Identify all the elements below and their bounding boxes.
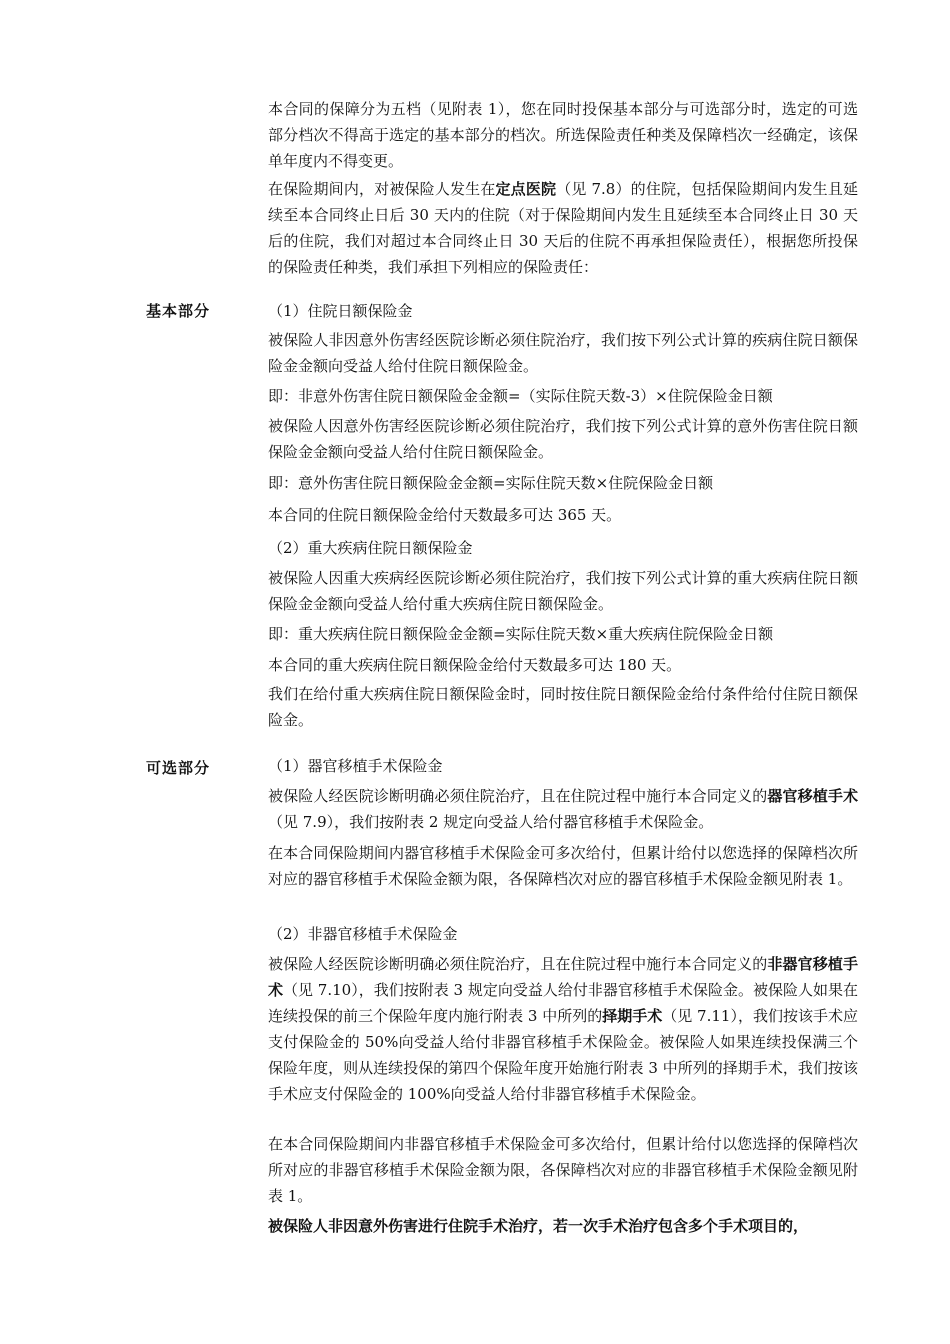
designated-hospital-term: 定点医院 <box>495 180 557 198</box>
non-organ-transplant-term: 非器官移植手术 <box>268 955 858 999</box>
organ-transplant-term: 器官移植手术 <box>767 787 858 805</box>
optional-paragraph-4: 在本合同保险期间内非器官移植手术保险金可多次给付，但累计给付以您选择的保障档次所对应的非器官移植手术保险金额为限，各保障档次对应的非器官移植手术保险金额见附表 1。 <box>268 1135 858 1205</box>
basic-paragraph-1: 被保险人非因意外伤害经医院诊断必须住院治疗，我们按下列公式计算的疾病住院日额保险金金额向受益人给付住院日额保险金。 <box>268 331 858 375</box>
basic-section-label: 基本部分 <box>146 302 211 320</box>
optional-paragraph-3-text-a: 被保险人经医院诊断明确必须住院治疗，且在住院过程中施行本合同定义的 <box>268 955 768 973</box>
basic-formula-1: 即：非意外伤害住院日额保险金金额=（实际住院天数-3）×住院保险金日额 <box>268 387 773 405</box>
optional-paragraph-3-text-b: （见 7.10），我们按附表 3 规定向受益人给付非器官移植手术保险金。被保险人如果在连续投保的前三个保险年度内施行附表 3 中所列的 <box>268 981 858 1025</box>
optional-paragraph-1-text-b: （见 7.9），我们按附表 2 规定向受益人给付器官移植手术保险金。 <box>268 813 714 831</box>
optional-paragraph-3-text-c: （见 7.11），我们按该手术应支付保险金的 50%向受益人给付非器官移植手术保险金。被保险人如果连续投保满三个保险年度，则从连续投保的第四个保险年度开始施行附表 3 中所列的择期手术，我们按该手术应支付保险金的 100%向受益人给付非器官移植手术保险金。 <box>268 1007 858 1103</box>
basic-heading-2: （2）重大疾病住院日额保险金 <box>268 539 473 557</box>
intro-paragraph-2 <box>268 176 858 280</box>
optional-paragraph-2: 在本合同保险期间内器官移植手术保险金可多次给付，但累计给付以您选择的保障档次所对应的器官移植手术保险金额为限，各保障档次对应的器官移植手术保险金额见附表 1。 <box>268 844 858 888</box>
basic-paragraph-3: 本合同的住院日额保险金给付天数最多可达 365 天。 <box>268 506 622 524</box>
optional-heading-2: （2）非器官移植手术保险金 <box>268 925 458 943</box>
elective-surgery-term: 择期手术 <box>602 1007 663 1025</box>
intro-paragraph-2-text-a: 在保险期间内，对被保险人发生在 <box>268 180 496 198</box>
optional-paragraph-1-text-a: 被保险人经医院诊断明确必须住院治疗，且在住院过程中施行本合同定义的 <box>268 787 768 805</box>
basic-heading-1: （1）住院日额保险金 <box>268 302 413 320</box>
intro-paragraph-2-text-b: （见 7.8）的住院，包括保险期间内发生且延续至本合同终止日后 30 天内的住院（对于保险期间内发生且延续至本合同终止日 30 天后的住院，我们对超过本合同终止日 30 天后的住院不再承担保险责任），根据您所投保的保险责任种类，我们承担下列相应的保险责任： <box>268 180 858 276</box>
basic-paragraph-4: 被保险人因重大疾病经医院诊断必须住院治疗，我们按下列公式计算的重大疾病住院日额保险金金额向受益人给付重大疾病住院日额保险金。 <box>268 569 858 613</box>
optional-heading-1: （1）器官移植手术保险金 <box>268 757 443 775</box>
basic-formula-2: 即：意外伤害住院日额保险金金额=实际住院天数×住院保险金日额 <box>268 474 714 492</box>
optional-paragraph-1 <box>268 783 858 835</box>
basic-paragraph-2: 被保险人因意外伤害经医院诊断必须住院治疗，我们按下列公式计算的意外伤害住院日额保险金金额向受益人给付住院日额保险金。 <box>268 417 858 461</box>
intro-paragraph-1: 本合同的保障分为五档（见附表 1），您在同时投保基本部分与可选部分时，选定的可选部分档次不得高于选定的基本部分的档次。所选保险责任种类及保障档次一经确定，该保单年度内不得变更。 <box>268 100 858 170</box>
basic-paragraph-6: 我们在给付重大疾病住院日额保险金时，同时按住院日额保险金给付条件给付住院日额保险金。 <box>268 685 858 729</box>
optional-section-label: 可选部分 <box>146 759 211 777</box>
basic-paragraph-5: 本合同的重大疾病住院日额保险金给付天数最多可达 180 天。 <box>268 656 682 674</box>
optional-paragraph-3 <box>268 951 858 1107</box>
optional-paragraph-5: 被保险人非因意外伤害进行住院手术治疗，若一次手术治疗包含多个手术项目的， <box>268 1217 809 1235</box>
basic-formula-3: 即：重大疾病住院日额保险金金额=实际住院天数×重大疾病住院保险金日额 <box>268 625 774 643</box>
